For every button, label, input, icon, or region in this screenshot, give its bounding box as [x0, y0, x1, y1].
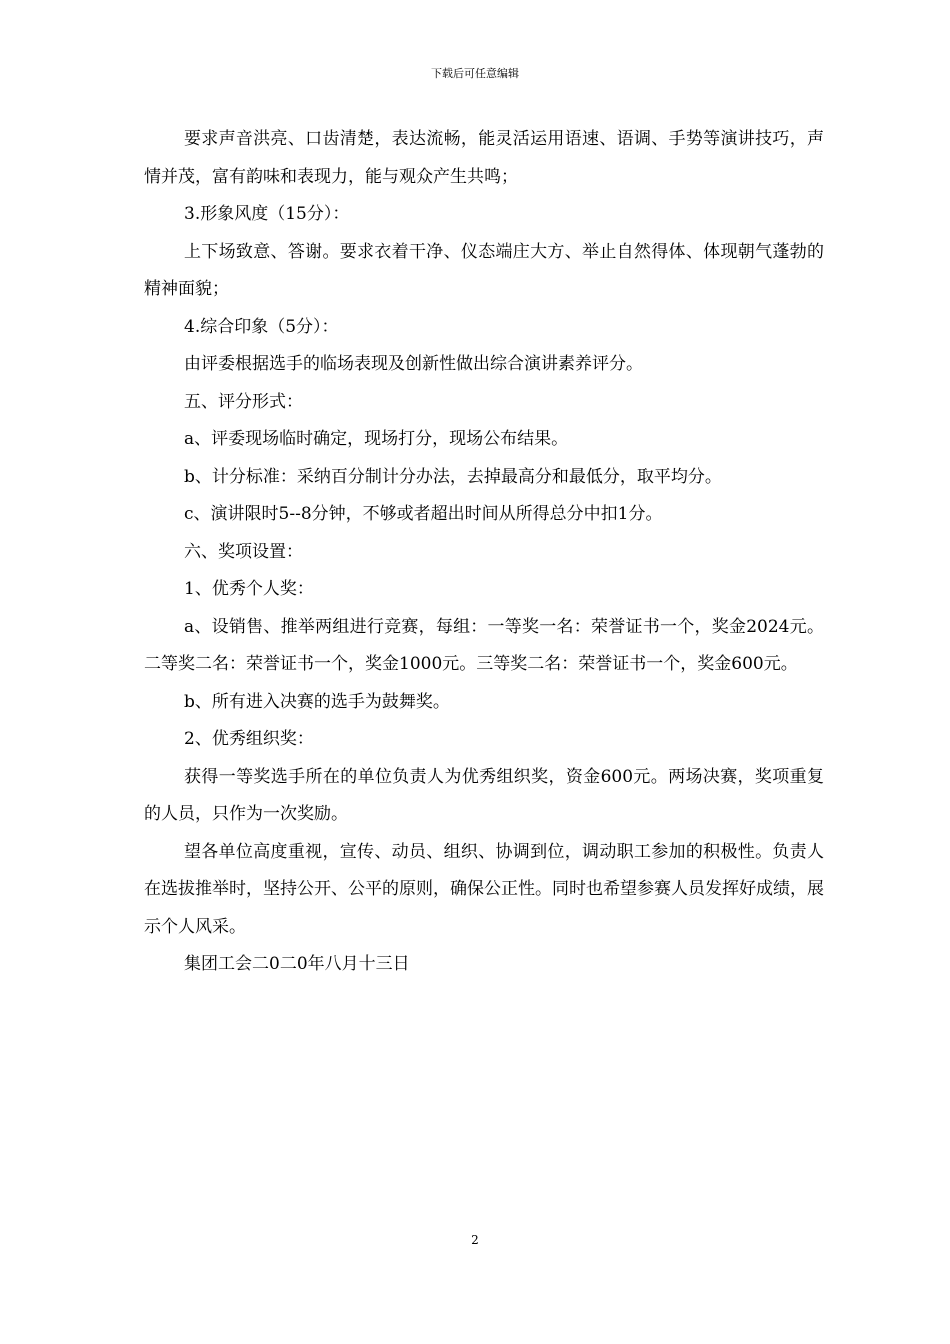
paragraph-overall-impression: 由评委根据选手的临场表现及创新性做出综合演讲素养评分。 — [184, 354, 643, 374]
paragraph-organization-award: 获得一等奖选手所在的单位负责人为优秀组织奖，资金600元。两场决赛，奖项重复的人员，只作为一次奖励。 — [144, 766, 824, 824]
paragraph-scoring-b: b、计分标准：采纳百分制计分办法，去掉最高分和最低分，取平均分。 — [184, 466, 722, 487]
paragraph-individual-award-a: a、设销售、推举两组进行竞赛，每组：一等奖一名：荣誉证书一个，奖金2024元。二等奖二名：荣誉证书一个，奖金1000元。三等奖二名：荣誉证书一个，奖金600元。 — [144, 616, 824, 674]
paragraph-scoring-c: c、演讲限时5--8分钟，不够或者超出时间从所得总分中扣1分。 — [184, 504, 663, 524]
paragraph-appearance: 上下场致意、答谢。要求衣着干净、仪态端庄大方、举止自然得体、体现朝气蓬勃的精神面貌； — [144, 241, 824, 299]
paragraph-voice-requirements: 要求声音洪亮、口齿清楚，表达流畅，能灵活运用语速、语调、手势等演讲技巧，声情并茂，富有韵味和表现力，能与观众产生共鸣； — [144, 129, 824, 187]
heading-overall-impression: 4.综合印象（5分）： — [184, 316, 339, 337]
document-body — [144, 121, 824, 984]
heading-awards: 六、奖项设置： — [184, 541, 303, 562]
paragraph-scoring-a: a、评委现场临时确定，现场打分，现场公布结果。 — [184, 429, 569, 449]
heading-organization-award: 2、优秀组织奖： — [184, 729, 314, 749]
heading-individual-award: 1、优秀个人奖： — [184, 579, 314, 599]
paragraph-individual-award-b: b、所有进入决赛的选手为鼓舞奖。 — [184, 691, 450, 712]
heading-scoring-form: 五、评分形式： — [184, 391, 303, 412]
page-number: 2 — [471, 1233, 479, 1247]
heading-appearance: 3.形象风度（15分）： — [184, 204, 350, 224]
page-header: 下载后可任意编辑 — [431, 67, 519, 80]
paragraph-closing-appeal: 望各单位高度重视，宣传、动员、组织、协调到位，调动职工参加的积极性。负责人在选拔推举时，坚持公开、公平的原则，确保公正性。同时也希望参赛人员发挥好成绩，展示个人风采。 — [144, 841, 824, 937]
paragraph-signature-date: 集团工会二0二0年八月十三日 — [184, 954, 410, 974]
